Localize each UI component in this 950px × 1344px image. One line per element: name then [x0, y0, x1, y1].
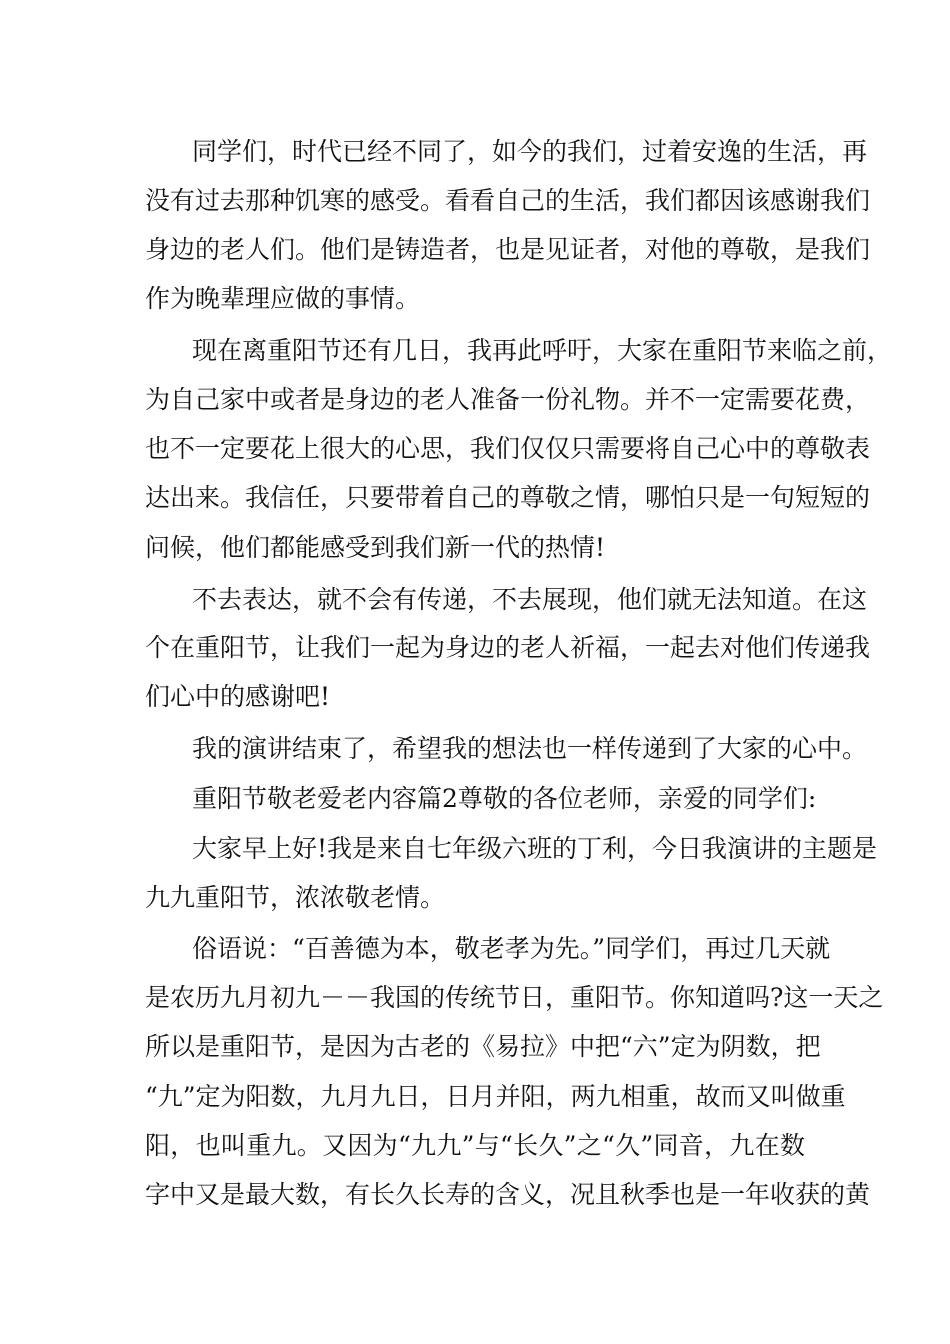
text-line: 达出来。我信任，只要带着自己的尊敬之情，哪怕只是一句短短的 [145, 483, 871, 512]
text-line: 是农历九月初九－－我国的传统节日，重阳节。你知道吗?这一天之 [145, 983, 884, 1012]
text-line: 问候，他们都能感受到我们新一代的热情! [145, 533, 606, 562]
text-line: 九九重阳节，浓浓敬老情。 [145, 883, 446, 912]
text-line: “九”定为阳数，九月九日，日月并阳，两九相重，故而又叫做重 [145, 1082, 846, 1111]
text-line: 我的演讲结束了，希望我的想法也一样传递到了大家的心中。 [192, 734, 868, 763]
text-line: 同学们，时代已经不同了，如今的我们，过着安逸的生活，再 [192, 137, 868, 166]
text-line: 们心中的感谢吧! [145, 682, 331, 711]
text-line: 阳，也叫重九。又因为“九九”与“长久”之“久”同音，九在数 [145, 1131, 805, 1160]
text-line: 身边的老人们。他们是铸造者，也是见证者，对他的尊敬，是我们 [145, 235, 871, 264]
text-line: 也不一定要花上很大的心思，我们仅仅只需要将自己心中的尊敬表 [145, 434, 871, 463]
text-line: 没有过去那种饥寒的感受。看看自己的生活，我们都因该感谢我们 [145, 186, 871, 215]
text-line: 字中又是最大数，有长久长寿的含义，况且秋季也是一年收获的黄 [145, 1180, 871, 1209]
text-line: 重阳节敬老爱老内容篇2尊敬的各位老师，亲爱的同学们: [192, 784, 817, 813]
text-line: 不去表达，就不会有传递，不去展现，他们就无法知道。在这 [192, 585, 868, 614]
text-line: 大家早上好!我是来自七年级六班的丁利，今日我演讲的主题是 [192, 834, 878, 863]
text-line: 现在离重阳节还有几日，我再此呼吁，大家在重阳节来临之前， [192, 336, 893, 365]
text-line: 所以是重阳节，是因为古老的《易拉》中把“六”定为阴数，把 [145, 1032, 821, 1061]
text-line: 为自己家中或者是身边的老人准备一份礼物。并不一定需要花费， [145, 385, 871, 414]
text-line: 个在重阳节，让我们一起为身边的老人祈福，一起去对他们传递我 [145, 633, 871, 662]
text-line: 俗语说：“百善德为本，敬老孝为先。”同学们，再过几天就 [192, 934, 831, 963]
text-line: 作为晚辈理应做的事情。 [145, 284, 421, 313]
